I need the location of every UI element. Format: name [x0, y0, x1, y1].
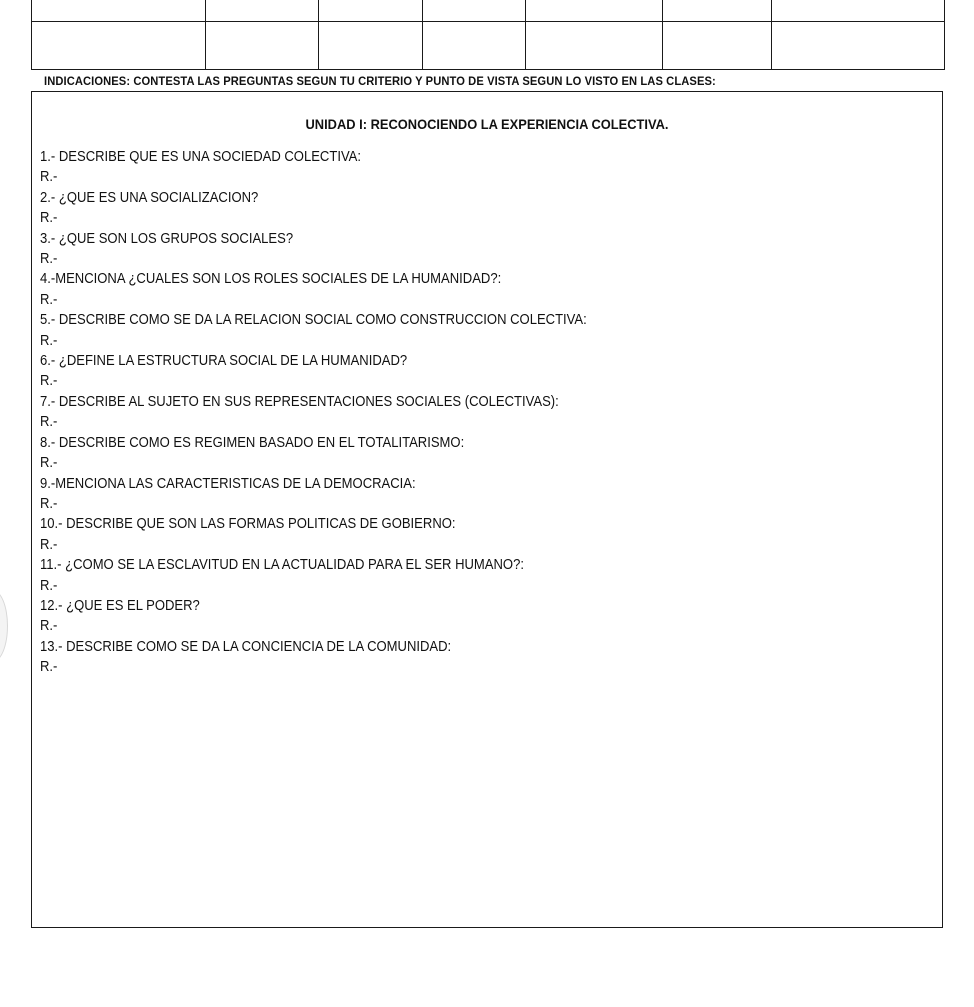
answer-9[interactable]: R.- [40, 495, 58, 512]
answer-2[interactable]: R.- [40, 210, 58, 227]
table-cell [526, 22, 663, 70]
answer-12[interactable]: R.- [40, 618, 58, 635]
table-cell [423, 22, 526, 70]
table-cell [526, 0, 663, 22]
table-row [32, 0, 945, 22]
question-8: 8.- DESCRIBE COMO ES REGIMEN BASADO EN EL TOTALITARISMO: [40, 434, 465, 451]
answer-6[interactable]: R.- [40, 373, 58, 390]
questions-box [31, 91, 943, 928]
answer-4[interactable]: R.- [40, 291, 58, 308]
answer-1[interactable]: R.- [40, 169, 58, 186]
table-cell [319, 22, 423, 70]
table-cell [206, 0, 319, 22]
header-table [31, 0, 945, 70]
table-cell [663, 0, 772, 22]
table-cell [663, 22, 772, 70]
answer-5[interactable]: R.- [40, 332, 58, 349]
question-5: 5.- DESCRIBE COMO SE DA LA RELACION SOCIAL COMO CONSTRUCCION COLECTIVA: [40, 312, 587, 329]
question-7: 7.- DESCRIBE AL SUJETO EN SUS REPRESENTACIONES SOCIALES (COLECTIVAS): [40, 393, 559, 410]
question-10: 10.- DESCRIBE QUE SON LAS FORMAS POLITICAS DE GOBIERNO: [40, 516, 456, 533]
question-1: 1.- DESCRIBE QUE ES UNA SOCIEDAD COLECTIVA: [40, 149, 362, 165]
question-3: 3.- ¿QUE SON LOS GRUPOS SOCIALES? [40, 230, 294, 247]
question-9: 9.-MENCIONA LAS CARACTERISTICAS DE LA DEMOCRACIA: [40, 475, 416, 492]
question-2: 2.- ¿QUE ES UNA SOCIALIZACION? [40, 189, 259, 206]
answer-3[interactable]: R.- [40, 251, 58, 268]
table-cell [319, 0, 423, 22]
question-4: 4.-MENCIONA ¿CUALES SON LOS ROLES SOCIALES DE LA HUMANIDAD?: [40, 271, 502, 288]
table-cell [772, 0, 945, 22]
instructions-text: INDICACIONES: CONTESTA LAS PREGUNTAS SEGUN TU CRITERIO Y PUNTO DE VISTA SEGUN LO VISTO EN LAS CLASES: [44, 74, 716, 88]
answer-7[interactable]: R.- [40, 414, 58, 431]
table-cell [206, 22, 319, 70]
question-12: 12.- ¿QUE ES EL PODER? [40, 597, 200, 614]
question-13: 13.- DESCRIBE COMO SE DA LA CONCIENCIA DE LA COMUNIDAD: [40, 638, 452, 655]
answer-11[interactable]: R.- [40, 577, 58, 594]
table-row [32, 22, 945, 70]
answer-10[interactable]: R.- [40, 536, 58, 553]
answer-8[interactable]: R.- [40, 455, 58, 472]
answer-13[interactable]: R.- [40, 659, 58, 676]
question-6: 6.- ¿DEFINE LA ESTRUCTURA SOCIAL DE LA HUMANIDAD? [40, 353, 408, 370]
table-cell [32, 0, 206, 22]
unit-title: UNIDAD I: RECONOCIENDO LA EXPERIENCIA COLECTIVA. [305, 116, 669, 132]
table-cell [32, 22, 206, 70]
table-cell [423, 0, 526, 22]
table-cell [772, 22, 945, 70]
page-edge-shadow [0, 590, 8, 662]
question-list [40, 147, 587, 678]
question-11: 11.- ¿COMO SE LA ESCLAVITUD EN LA ACTUALIDAD PARA EL SER HUMANO?: [40, 557, 524, 574]
